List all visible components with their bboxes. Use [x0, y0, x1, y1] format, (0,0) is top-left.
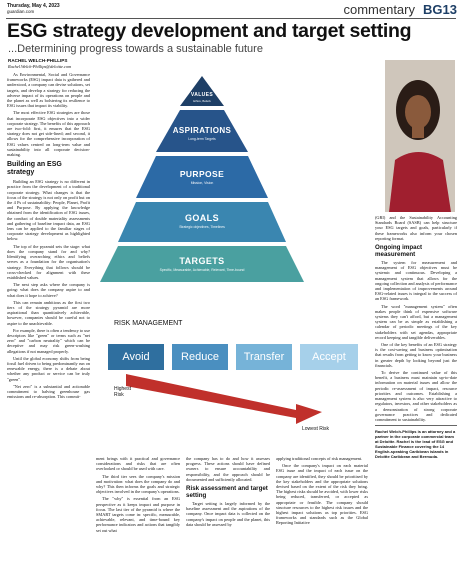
risk-box-transfer: Transfer [236, 344, 292, 370]
risk-title: RISK MANAGEMENT [114, 320, 183, 327]
body-paragraph: Once the company's impact on each material ESG issue and the impact of each issue on the company are identified, they should be prioritised by the key stakeholders and the appropriate solutions devised based on the extent of the risk they bring. The highest risks should be avoided, with lower risks being reduced, transferred, or accepted as appropriate or feasible. The company should structure resources to the highest risk issues and the highest impact solutions as top priorities. ESG frameworks and standards such as the Global Reporting Initiative [276, 463, 368, 526]
pyramid-level-goals [96, 206, 308, 236]
header-date: Thursday, May 4, 2023 [7, 3, 60, 9]
author-photo [385, 60, 455, 212]
risk-high-label: Highest Risk [114, 386, 131, 398]
byline-name: RACHEL WELCH-PHILLIPS [8, 58, 68, 63]
pyramid-level-sub: Long-term Targets [188, 136, 216, 141]
subhead: ...Determining progress towards a sustainable future [8, 43, 263, 55]
body-paragraph: the company has to do and how it assesses progress. These actions should have defined owners to ensure accountability and responsibility, and the approach should be documented and sufficiently allocated. [186, 456, 270, 482]
pyramid-level-targets [96, 250, 308, 278]
body-paragraph: Building an ESG strategy is no different in practice from the development of a traditional corporate strategy. What changes is that the focus of the strategy is not only on profit but on the 4 Ps of sustainability: People, Planet, Profit and Purpose. By applying the knowledge obtained from the identification of ESG issues, the conduct of double materiality assessments and gathering of baseline impact data, an ESG lens can be applied to the familiar stages of corporate strategy development as highlighted below. [7, 179, 90, 242]
body-paragraph: ment brings with it practical and governance considerations and risks that are often overlooked or should be used with care. [96, 456, 180, 472]
risk-management-graphic [96, 320, 368, 452]
body-paragraph: The "why" is essential from an ESG perspective as it keeps impact and purpose in focus. The last tier of the pyramid is where the SMART targets come in: specific, measurable, achievable, relevant, and time-bound key performance indicators and actions that tangibly set out what [96, 496, 180, 533]
author-bio: Rachel Welch-Phillips is an attorney and a partner in the corporate commercial team at Deloitte. Rachel is the lead of ESG and Sustainable Finance covering the 14 English-speaking Caribbean islands in Deloitte Caribbean and Bermuda. [375, 429, 456, 460]
header-site: guardian.com [7, 9, 35, 14]
body-paragraph: The top of the pyramid sets the stage: what does the company stand for and why? Identifying overarching ethics and beliefs serves as a foundation for the organisation's strategy. Everything that follows should be cross-checked for alignment with these established values. [7, 243, 90, 280]
pyramid-level-title: ASPIRATIONS [172, 125, 232, 135]
section-heading: Ongoing impact measurement [375, 244, 423, 259]
body-paragraph: For example, there is often a tendency to use descriptors like "green" or terms such as "net zero" and "carbon neutrality" which can be deceptive and may risk green-washing allegations if not managed properly. [7, 327, 90, 354]
body-paragraph: To derive the continued value of this benefit, a business must maintain up-to-date information on material issues and allow the periodic re-assessment of impact, resource priorities and outcomes. Establishing a management system is also very attractive to regulators, investors, and other stakeholders as a demonstration of strong corporate governance practices and dedicated commitment to sustainability. [375, 370, 457, 422]
section-heading: Risk assessment and target setting [186, 485, 268, 500]
column-4 [276, 456, 368, 586]
pyramid-level-title: VALUES [190, 91, 214, 98]
body-paragraph: The next step asks where the company is going: what does the company aspire to and what does it hope to achieve? [7, 282, 90, 298]
column-2 [96, 456, 180, 586]
pyramid-level-aspirations [96, 118, 308, 148]
bio-rule [375, 425, 457, 426]
intro-paragraph: The most effective ESG strategies are those that incorporate ESG objectives into a wider corporate strategy. The benefits of this approach are two-fold: first, it ensures that the ESG strategy does not get side-lined; and second, it allows for the comprehensive incorporation of ESG values centred on long-term value and sustainability into all corporate decision-making. [7, 110, 90, 158]
pyramid-level-values [96, 88, 308, 106]
section-heading: Building an ESG strategy [7, 161, 62, 177]
pyramid-level-title: TARGETS [179, 256, 225, 266]
body-paragraph: Target setting is largely informed by the baseline assessment and the aspirations of the company. Once impact data is collected on the company's impact on people and the planet, this data should be assessed by [186, 501, 270, 527]
section-label: commentary [343, 2, 415, 17]
pyramid-level-sub: Ethics, Beliefs [193, 98, 211, 103]
header-rule [6, 18, 456, 19]
strategy-pyramid [96, 72, 308, 284]
pyramid-level-purpose [96, 162, 308, 192]
body-paragraph: Until the global economy shifts from being fossil fuel driven to being predominantly run on renewable energy, there is a debate about whether any product or service can be truly "green". [7, 355, 90, 382]
pyramid-level-sub: Strategic objectives, Timelines [179, 225, 225, 229]
body-paragraph: The system for measurement and management of ESG objectives must be systemic and continuous. Developing a management system that allows for the ongoing collection and analysis of performance and implementation of improvements around ESG-related issues is integral to the success of an ESG framework. [375, 260, 457, 302]
pyramid-level-title: GOALS [184, 213, 219, 223]
column-5 [375, 215, 457, 586]
body-paragraph: "Net zero" is a substantial and actionable commitment to halving greenhouse gas emissions and re-absorption. This commit- [7, 383, 90, 400]
body-paragraph: This can remain ambitious as the first two tiers of the strategy pyramid are more aspirational than quantitatively achievable, however, companies should be careful not to aspire to the unachievable. [7, 299, 90, 326]
body-paragraph: The word "management system" often makes people think of expensive software systems they can't afford, but a management system can be as simple as establishing a calendar of periodic meetings of the key stakeholders with set agendas, appropriate record keeping and tangible deliverables. [375, 303, 457, 340]
author-portrait-image [385, 60, 455, 212]
risk-box-avoid: Avoid [108, 344, 164, 370]
body-paragraph: applying traditional concepts of risk management. [276, 456, 363, 461]
column-1 [7, 72, 90, 586]
body-paragraph: The third tier sees the company's mission and motivation: what does the company do and why? This then informs the goals and strategic objectives involved in the company's operations. [96, 473, 180, 495]
pyramid-level-sub: Specific, Measurable, Achievable, Relevant, Time-bound [159, 268, 245, 272]
body-paragraph: One of the key benefits of an ESG strategy is the cost-saving and business optimisation that results from getting to know your business in greater depth by looking beyond just the financials. [375, 342, 457, 368]
pyramid-level-title: PURPOSE [179, 169, 225, 179]
risk-box-accept: Accept [300, 344, 358, 370]
headline: ESG strategy development and target setting [7, 20, 412, 42]
risk-low-label: Lowest Risk [302, 426, 329, 432]
intro-paragraph: As Environmental, Social and Governance frameworks (ESG) impact data is gathered and understood, a company can devise solutions, set targets, and develop a strategy for reducing the adverse impact of its operations on people and the planet as well as bolstering its resilience to ESG issues that impact its viability. [7, 72, 90, 109]
page-number: BG13 [423, 2, 457, 17]
column-3 [186, 456, 270, 586]
byline-email: Rachel.Welch-Phillips@deloitte.com [8, 64, 72, 69]
risk-box-reduce: Reduce [172, 344, 228, 370]
body-paragraph: (GRI) and the Sustainability Accounting Standards Board (SASB) can help structure your ESG targets and goals, particularly if these frameworks also inform your chosen reporting format. [375, 215, 457, 241]
pyramid-level-sub: Mission, Vision [190, 181, 214, 185]
